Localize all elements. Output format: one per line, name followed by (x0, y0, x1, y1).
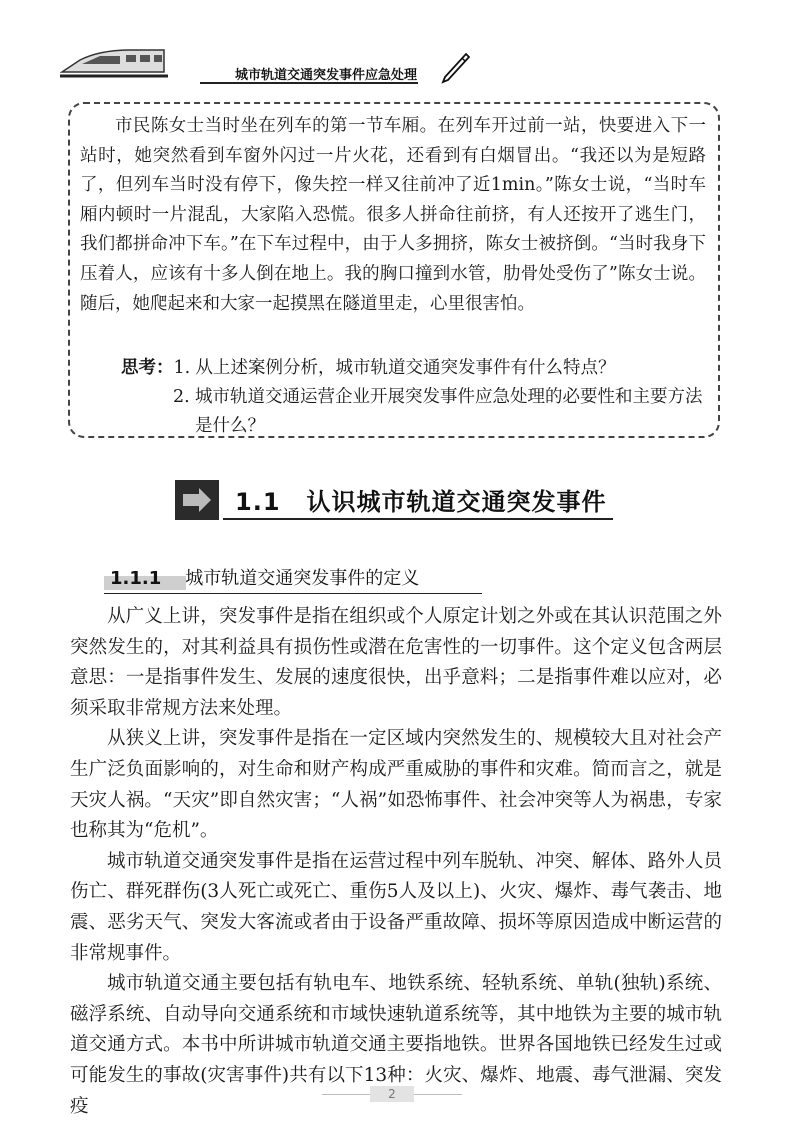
train-icon (60, 42, 170, 82)
page-footer (322, 1084, 462, 1104)
paragraph-urban-rail-definition: 城市轨道交通突发事件是指在运营过程中列车脱轨、冲突、解体、路外人员伤亡、群死群伤(3人死亡或死亡、重伤5人及以上)、火灾、爆炸、毒气袭击、地震、恶劣天气、突发大客流或者由于设备严重故障、损坏等原因造成中断运营的非常规事件。 (70, 850, 722, 964)
section-title (235, 482, 607, 517)
question-1 (121, 354, 616, 383)
running-header-title: 城市轨道交通突发事件应急处理 (235, 68, 418, 83)
subsection-number: 1.1.1 (110, 568, 162, 589)
subsection-underline (104, 593, 482, 595)
question-2 (173, 383, 713, 441)
pen-icon (440, 52, 470, 84)
section-underline (223, 518, 613, 520)
page-header (60, 38, 710, 86)
paragraph-narrow-definition: 从狭义上讲，突发事件是指在一定区域内突然发生的、规模较大且对社会产生广泛负面影响的，对生命和财产构成严重威胁的事件和灾难。简而言之，就是天灾人祸。“天灾”即自然灾害；“人祸”如恐怖事件、社会冲突等人为祸患，专家也称其为“危机”。 (70, 728, 722, 842)
section-arrow-icon (175, 480, 219, 520)
subsection-heading (104, 562, 504, 594)
paragraph-urban-rail-types: 城市轨道交通主要包括有轨电车、地铁系统、轻轨系统、单轨(独轨)系统、磁浮系统、自动导向交通系统和市域快速轨道系统等，其中地铁为主要的城市轨道交通方式。本书中所讲城市轨道交通主要指地铁。世界各国地铁已经发生过或可能发生的事故(灾害事件)共有以下13种：火灾、爆炸、地震、毒气泄漏、突发疫 (70, 973, 722, 1117)
case-study-text: 市民陈女士当时坐在列车的第一节车厢。在列车开过前一站，快要进入下一站时，她突然看到车窗外闪过一片火花，还看到有白烟冒出。“我还以为是短路了，但列车当时没有停下，像失控一样又往前冲了近1min。”陈女士说，“当时车厢内顿时一片混乱，大家陷入恐慌。很多人拼命往前挤，有人还按开了逃生门，我们都拼命冲下车。”在下车过程中，由于人多拥挤，陈女士被挤倒。“当时我身下压着人，应该有十多人倒在地上。我的胸口撞到水管，肋骨处受伤了”陈女士说。随后，她爬起来和大家一起摸黑在隧道里走，心里很害怕。 (80, 116, 706, 314)
section-number: 1.1 (235, 488, 281, 516)
page-number: 2 (370, 1086, 414, 1102)
paragraph-broad-definition: 从广义上讲，突发事件是指在组织或个人原定计划之外或在其认识范围之外突然发生的，对其利益具有损伤性或潜在危害性的一切事件。这个定义包含两层意思：一是指事件发生、发展的速度很快，出乎意料；二是指事件难以应对，必须采取非常规方法来处理。 (70, 606, 722, 719)
subsection-title-text: 城市轨道交通突发事件的定义 (185, 568, 420, 589)
question-1-number: 1. (173, 358, 191, 378)
think-label: 思考： (121, 358, 174, 378)
question-2-text: 城市轨道交通运营企业开展突发事件应急处理的必要性和主要方法是什么？ (195, 387, 703, 436)
body-text (70, 602, 722, 1122)
question-2-number: 2. (173, 387, 190, 407)
section-heading (175, 480, 612, 520)
question-1-text: 从上述案例分析，城市轨道交通突发事件有什么特点？ (195, 358, 616, 378)
section-title-text: 认识城市轨道交通突发事件 (306, 488, 607, 516)
subsection-title (110, 564, 419, 590)
